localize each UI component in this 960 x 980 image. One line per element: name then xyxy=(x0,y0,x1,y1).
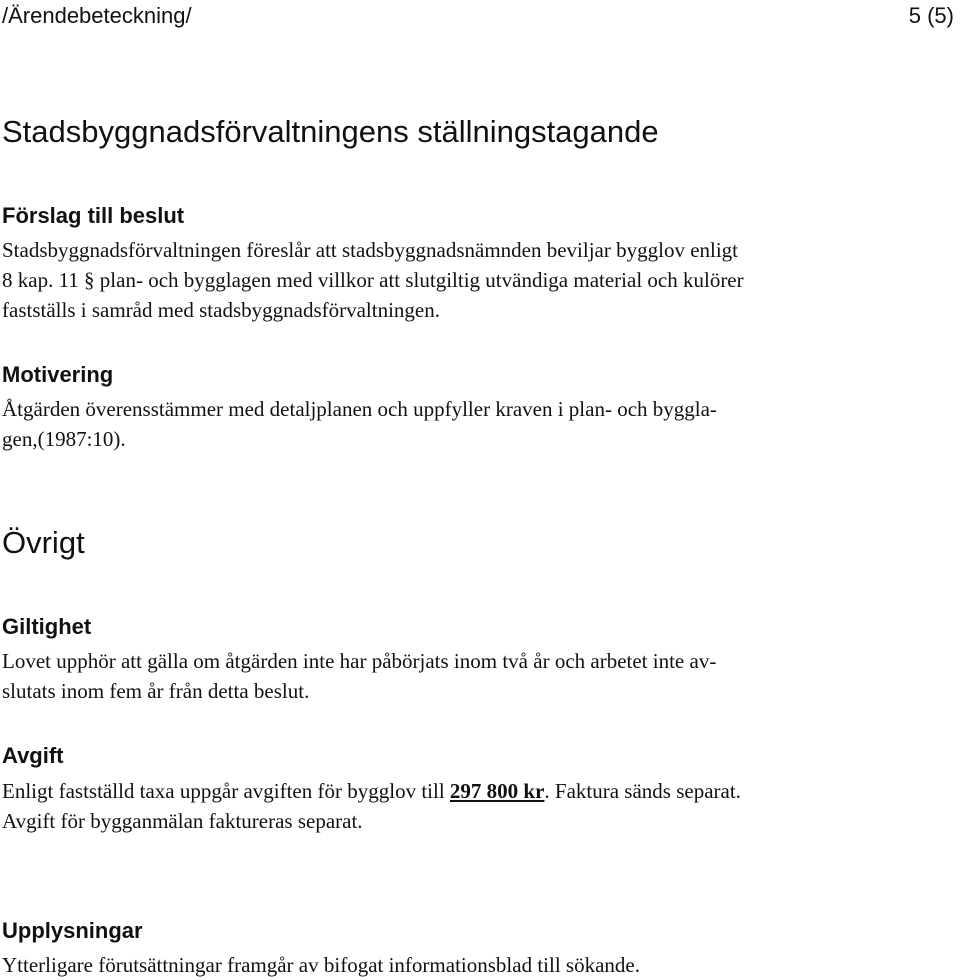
motivation-line-2: gen,(1987:10). xyxy=(2,427,126,451)
fee-text-after: . Faktura sänds separat. xyxy=(544,779,741,803)
validity-line-1: Lovet upphör att gälla om åtgärden inte har påbörjats inom två år och arbetet inte av- xyxy=(2,649,717,673)
motivation-line-1: Åtgärden överensstämmer med detaljplanen och uppfyller kraven i plan- och byggla- xyxy=(2,397,717,421)
document-reference: /Ärendebeteckning/ xyxy=(2,3,192,28)
proposal-line-2: 8 kap. 11 § plan- och bygglagen med villkor att slutgiltig utvändiga material och kulörer xyxy=(2,268,744,292)
fee-text-before: Enligt fastställd taxa uppgår avgiften för bygglov till xyxy=(2,779,450,803)
proposal-line-1: Stadsbyggnadsförvaltningen föreslår att stadsbyggnadsnämnden beviljar bygglov enligt xyxy=(2,238,739,262)
fee-heading: Avgift xyxy=(2,743,64,768)
validity-heading: Giltighet xyxy=(2,614,92,639)
info-line: Ytterligare förutsättningar framgår av bifogat informationsblad till sökande. xyxy=(2,953,640,977)
validity-line-2: slutats inom fem år från detta beslut. xyxy=(2,679,310,703)
fee-amount: 297 800 kr xyxy=(449,779,545,803)
page-number: 5 (5) xyxy=(908,3,954,28)
motivation-heading: Motivering xyxy=(2,362,114,387)
fee-line-1 xyxy=(2,776,741,806)
other-title: Övrigt xyxy=(2,525,85,560)
page-title: Stadsbyggnadsförvaltningens ställningstagande xyxy=(2,114,659,149)
info-heading: Upplysningar xyxy=(2,918,143,943)
fee-line-2: Avgift för bygganmälan faktureras separat. xyxy=(2,809,363,833)
proposal-line-3: fastställs i samråd med stadsbyggnadsförvaltningen. xyxy=(2,298,440,322)
proposal-heading: Förslag till beslut xyxy=(2,203,185,228)
